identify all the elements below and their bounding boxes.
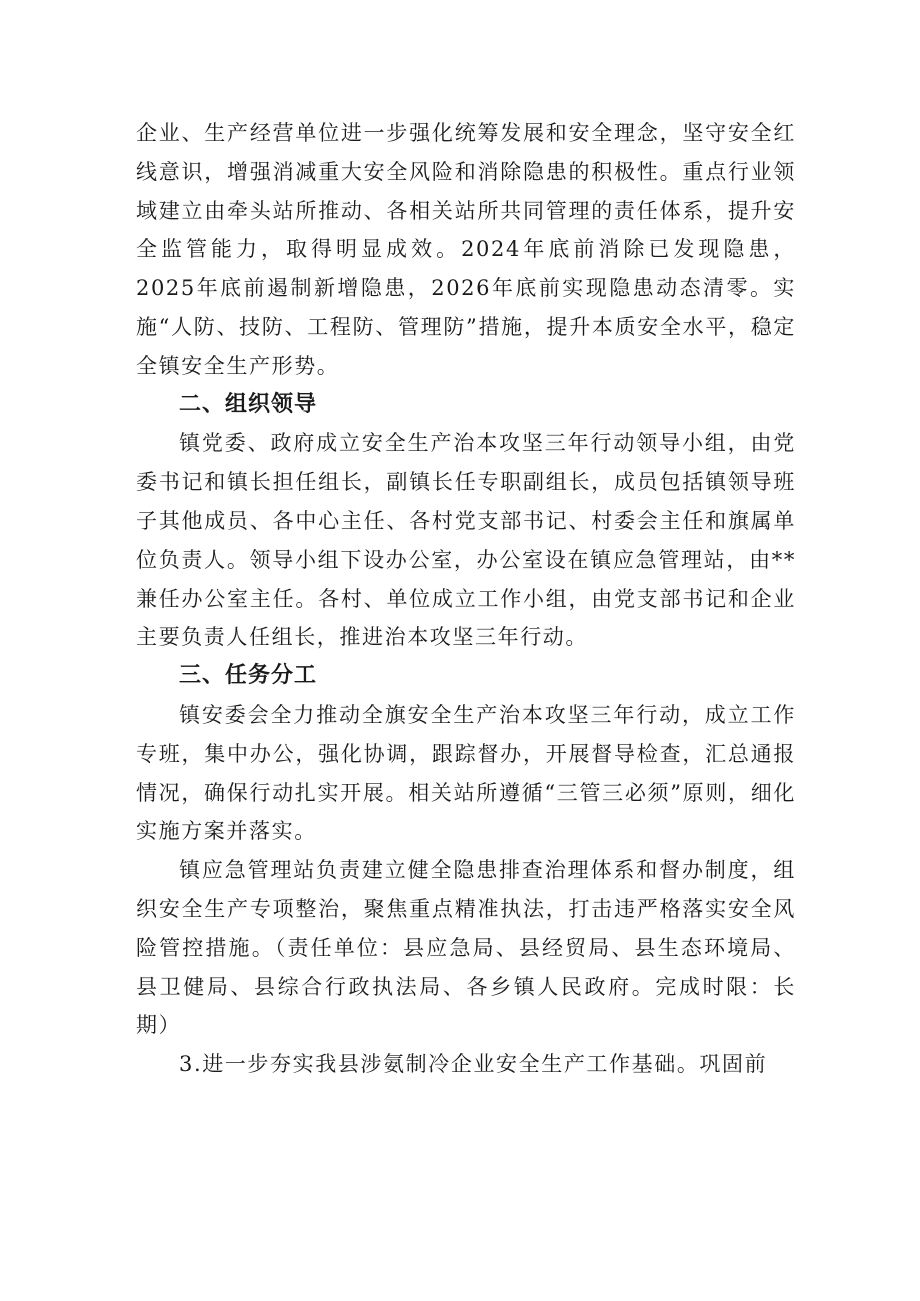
section-heading-organization: 二、组织领导 [179, 391, 318, 417]
organization-paragraph: 镇党委、政府成立安全生产治本攻坚三年行动领导小组，由党委书记和镇长担任组长，副镇长任专职副组长，成员包括镇领导班子其他成员、各中心主任、各村党支部书记、村委会主任和旗属单位负责人。领导小组下设办公室，办公室设在镇应急管理站，由**兼任办公室主任。各村、单位成立工作小组，由党支部书记和企业主要负责人任组长，推进治本攻坚三年行动。 [136, 431, 796, 650]
tasks-paragraph-1: 镇安委会全力推动全旗安全生产治本攻坚三年行动，成立工作专班，集中办公，强化协调，跟踪督办，开展督导检查，汇总通报情况，确保行动扎实开展。相关站所遵循“三管三必须”原则，细化实施方案并落实。 [136, 702, 796, 844]
tasks-paragraph-3: 3.进一步夯实我县涉氨制冷企业安全生产工作基础。巩固前 [179, 1052, 768, 1077]
tasks-paragraph-2: 镇应急管理站负责建立健全隐患排查治理体系和督办制度，组织安全生产专项整治，聚焦重点精准执法，打击违严格落实安全风险管控措施。（责任单位：县应急局、县经贸局、县生态环境局、县卫健局、县综合行政执法局、各乡镇人民政府。完成时限：长期） [136, 858, 796, 1038]
section-heading-tasks: 三、任务分工 [179, 663, 318, 689]
document-body [136, 114, 796, 1084]
intro-paragraph: 企业、生产经营单位进一步强化统筹发展和安全理念，坚守安全红线意识，增强消减重大安全风险和消除隐患的积极性。重点行业领域建立由牵头站所推动、各相关站所共同管理的责任体系，提升安全监管能力，取得明显成效。2024年底前消除已发现隐患，2025年底前遏制新增隐患，2026年底前实现隐患动态清零。实施“人防、技防、工程防、管理防”措施，提升本质安全水平，稳定全镇安全生产形势。 [136, 121, 796, 378]
